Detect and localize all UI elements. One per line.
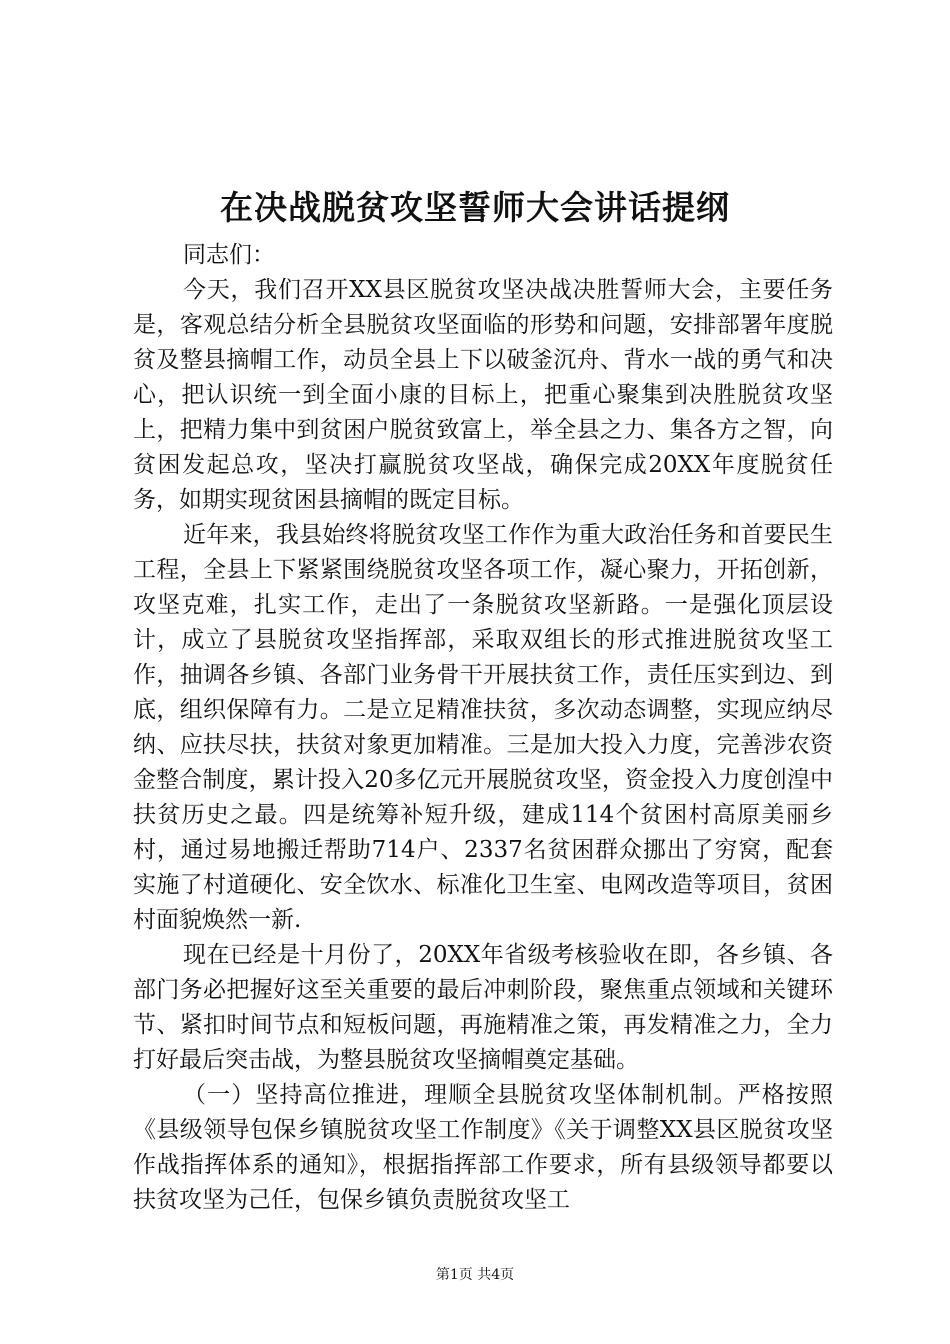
document-body — [133, 238, 833, 1218]
paragraph-4: （一）坚持高位推进，理顺全县脱贫攻坚体制机制。严格按照《县级领导包保乡镇脱贫攻坚工作制度》《关于调整XX县区脱贫攻坚作战指挥体系的通知》，根据指挥部工作要求，所有县级领导都要以扶贫攻坚为己任，包保乡镇负责脱贫攻坚工 — [133, 1082, 833, 1213]
paragraph-2: 近年来，我县始终将脱贫攻坚工作作为重大政治任务和首要民生工程，全县上下紧紧围绕脱贫攻坚各项工作，凝心聚力，开拓创新，攻坚克难，扎实工作，走出了一条脱贫攻坚新路。一是强化顶层设计，成立了县脱贫攻坚指挥部，采取双组长的形式推进脱贫攻坚工作，抽调各乡镇、各部门业务骨干开展扶贫工作，责任压实到边、到底，组织保障有力。二是立足精准扶贫，多次动态调整，实现应纳尽纳、应扶尽扶，扶贫对象更加精准。三是加大投入力度，完善涉农资金整合制度，累计投入20多亿元开展脱贫攻坚，资金投入力度创湟中扶贫历史之最。四是统筹补短升级，建成114个贫困村高原美丽乡村，通过易地搬迁帮助714户、2337名贫困群众挪出了穷窝，配套实施了村道硬化、安全饮水、标准化卫生室、电网改造等项目，贫困村面貌焕然一新. — [133, 522, 833, 933]
paragraph-1: 今天，我们召开XX县区脱贫攻坚决战决胜誓师大会，主要任务是，客观总结分析全县脱贫攻坚面临的形势和问题，安排部署年度脱贫及整县摘帽工作，动员全县上下以破釜沉舟、背水一战的勇气和决心，把认识统一到全面小康的目标上，把重心聚集到决胜脱贫攻坚上，把精力集中到贫困户脱贫致富上，举全县之力、集各方之智，向贫困发起总攻，坚决打赢脱贫攻坚战，确保完成20XX年度脱贫任务，如期实现贫困县摘帽的既定目标。 — [133, 277, 833, 513]
document-title: 在决战脱贫攻坚誓师大会讲话提纲 — [220, 188, 730, 227]
paragraph-3: 现在已经是十月份了，20XX年省级考核验收在即，各乡镇、各部门务必把握好这至关重要的最后冲刺阶段，聚焦重点领域和关键环节、紧扣时间节点和短板问题，再施精准之策，再发精准之力，全力打好最后突击战，为整县脱贫攻坚摘帽奠定基础。 — [133, 942, 833, 1073]
page-number-footer: 第1页 共4页 — [435, 1267, 515, 1283]
salutation: 同志们： — [183, 242, 275, 268]
